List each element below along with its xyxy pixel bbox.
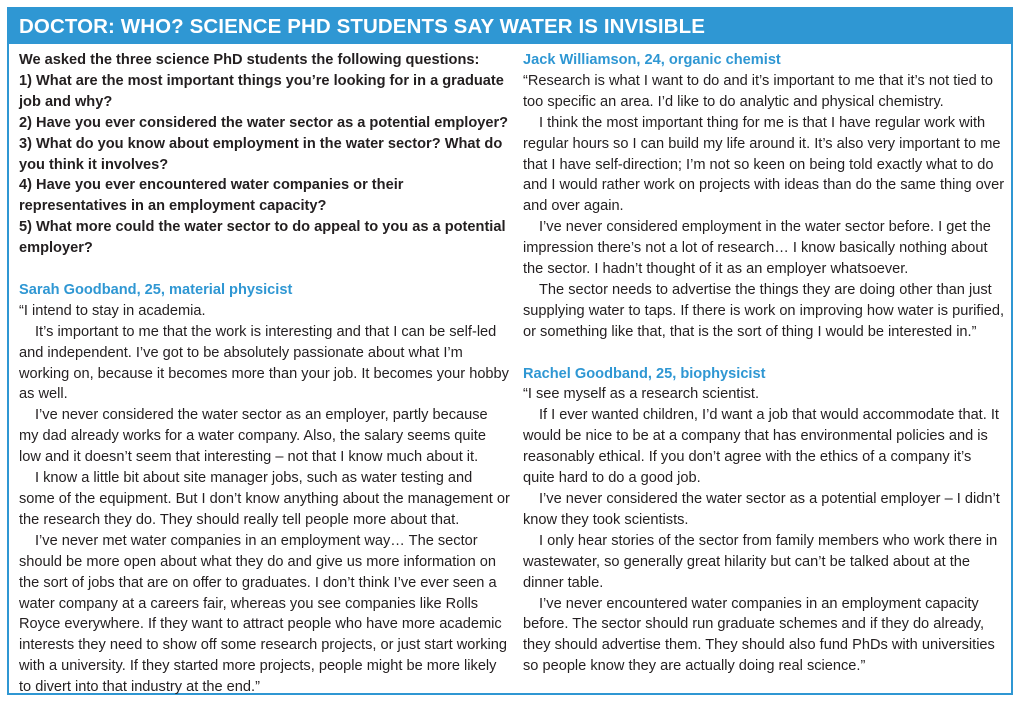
answer-paragraph: I think the most important thing for me is that I have regular work with regular hours so I can build my life around it. It’s also very important to me that I have self-direction; I’m not so keen on being told exactly what to do and I would rather work on projects with ideas than do the same thing over and over again.: [523, 114, 1005, 215]
question-5: 5) What more could the water sector to do appeal to you as a potential employer?: [19, 219, 506, 257]
question-1: 1) What are the most important things you’re looking for in a graduate job and why?: [19, 72, 504, 110]
answer-paragraph: “I intend to stay in academia.: [19, 302, 206, 319]
answer-paragraph: I’ve never considered employment in the water sector before. I get the impression there’s not a lot of research… I know basically nothing about the sector. I hadn’t thought of it as an employer whatsoever.: [523, 219, 991, 278]
student-name-jack: Jack Williamson, 24, organic chemist: [523, 52, 781, 68]
section-spacer: [523, 343, 1005, 364]
answer-paragraph: I only hear stories of the sector from family members who work there in wastewater, so generally great hilarity but can’t be talked about at the dinner table.: [523, 532, 998, 591]
student-name-rachel: Rachel Goodband, 25, biophysicist: [523, 365, 766, 382]
answer-paragraph: If I ever wanted children, I’d want a job that would accommodate that. It would be nice to be at a company that has environmental policies and is reasonably ethical. If you don’t agree with the ethics of a company it’s quite hard to do a good job.: [523, 407, 999, 487]
answer-paragraph: The sector needs to advertise the things they are doing other than just supplying water to taps. If there is work on improving how water is purified, or something like that, that is the sort of thing I would be interested in.”: [523, 281, 1005, 340]
section-spacer: [19, 259, 511, 280]
answer-paragraph: “Research is what I want to do and it’s important to me that it’s not tied to too specific an area. I’d like to do analytic and physical chemistry.: [523, 72, 993, 110]
answer-paragraph: It’s important to me that the work is interesting and that I can be self-led and independent. I’ve got to be absolutely passionate about what I’m working on, because it becomes more than your job. It becomes your hobby as well.: [19, 323, 509, 403]
question-3: 3) What do you know about employment in the water sector? What do you think it involves?: [19, 135, 503, 173]
left-column: [19, 50, 511, 698]
answer-paragraph: I’ve never met water companies in an employment way… The sector should be more open about what they do and give us more information on the sort of jobs that are on offer to graduates. I don’t think I’ve ever seen a water company at a careers fair, whereas you see companies like Rolls Royce everywhere. If they want to attract people who have more academic interests they need to show off some research projects, or just start working with a university. If they started more projects, people might be more likely to divert into that industry at the end.”: [19, 532, 508, 696]
answer-paragraph: I know a little bit about site manager jobs, such as water testing and some of the equipment. But I don’t know anything about the management or the research they do. They should really tell people more about that.: [19, 470, 510, 528]
student-name-sarah: Sarah Goodband, 25, material physicist: [19, 281, 293, 298]
question-2: 2) Have you ever considered the water sector as a potential employer?: [19, 114, 509, 131]
questions-intro: We asked the three science PhD students the following questions:: [19, 52, 480, 68]
article-box: [7, 7, 1013, 695]
right-column: [523, 50, 1005, 677]
question-4: 4) Have you ever encountered water companies or their representatives in an employment capacity?: [19, 177, 404, 215]
answer-paragraph: I’ve never considered the water sector as a potential employer – I didn’t know they took scientists.: [523, 491, 1000, 528]
answer-paragraph: I’ve never considered the water sector as an employer, partly because my dad already works for a water company. Also, the salary seems quite low and it doesn’t seem that interesting – not that I know much about it.: [19, 407, 488, 466]
answer-paragraph: “I see myself as a research scientist.: [523, 386, 760, 403]
answer-paragraph: I’ve never encountered water companies in an employment capacity before. The sector should run graduate schemes and if they do already, they should advertise them. They should also fund PhDs with universities so people know they are actually doing real science.”: [523, 595, 995, 675]
article-title: DOCTOR: WHO? SCIENCE PHD STUDENTS SAY WATER IS INVISIBLE: [9, 9, 1011, 44]
